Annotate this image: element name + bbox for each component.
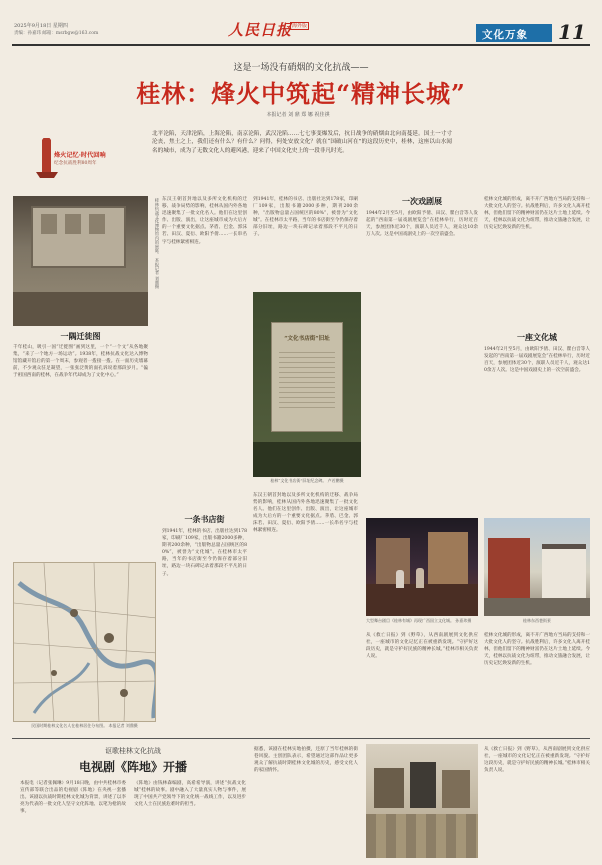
paper-logo: 人民日报 [228, 21, 293, 39]
section-head-migration: 一隅迁徙图 [60, 331, 101, 341]
kicker: 这是一场没有硝烟的文化抗战—— [233, 63, 369, 73]
map-drawing [14, 563, 156, 722]
museum-photo [13, 196, 148, 326]
article-column-5b: 1944年2月至5月，由欧阳予倩、田汉、瞿白音等人发起的“西南第一届戏剧展览会”在桂林举行，历时近百天，参展团体近30个，演职人员近千人，观众达10余万人次。这是中国戏剧史上的一次空前盛会。 [484, 347, 590, 374]
bottom-rule [12, 738, 590, 739]
bottom-kicker: 讴歌桂林文化抗战 [105, 747, 161, 755]
street-caption: 桂林东西巷街景 [523, 618, 551, 623]
bottom-text-1: 本报电（记者张佩琳）9月18日晚，由中共桂林市委宣传部等联合出品的电视剧《阵地》在央视一套播出。该剧以抗战时期桂林文化城为背景，讲述了以李亮为代表的一批文化人坚守文化阵地、以笔为枪的故事。 [20, 781, 126, 815]
tv-series-photo [366, 744, 478, 858]
article-column-2: 东汉王朝首封地以及多所文化机构的迁移、战争局势的影响，桂林从国内外各地迅速聚集了一批文化名人。他们在这里创作、出版、演出，让这座城市成为大后方的一个重要文化据点。茅盾、巴金、郭沫若、田汉、夏衍、欧阳予倩……一长串名字与桂林紧密相连。 [162, 197, 247, 245]
masthead-rule [12, 44, 590, 46]
stage-photo [366, 518, 478, 616]
section-head-bookstore: 一条书店街 [184, 514, 225, 524]
editor-contact: 责编：孙嘉玮 邮箱：msrbgw@163.com [14, 31, 99, 36]
plaque-photo [253, 292, 361, 477]
section-head-city: 一座文化城 [517, 332, 557, 342]
article-column-4: 1944年2月至5月，由欧阳予倩、田汉、瞿白音等人发起的“西南第一届戏剧展览会”在桂林举行，历时近百天，参展团体近30个，演职人员近千人，观众达10余万人次。这是中国戏剧史上的一次空前盛会。 [366, 211, 478, 238]
badge-line1: 烽火记忆·时代回响 [54, 152, 106, 159]
bottom-headline: 电视剧《阵地》开播 [78, 760, 187, 774]
article-column-1: 千年桂山，吸引一国“迁徙图”画到这里，一个“一个文”从各地聚集，“来了一个地方一场运动”。1938年，桂林抗战文化达入博物馆馆藏开馆后的第一个周末，参观者一拨接一拨。在一面历史墙幕前，不少观众驻足凝望，一张张泛黄的面孔诉说着那段岁月。“偏于祖国西南的桂林，在战争年代却成为了文化中心。” [13, 345, 148, 379]
map-caption: 民国时期桂林文化名人在桂林居住分布图。 本报记者 刘鼎摄 [31, 723, 138, 728]
article-column-2b: 到1941年，桂林的书店、出版社达到178家，印刷厂109家，出版书籍2000多种，期刊200余种，“出版物总量占国统区的80%”，被誉为“文化城”。在桂林市太平路，当年的书店街至今仍保存着部分旧址，路边一块石碑记录着那段不平凡的日子。 [162, 529, 247, 577]
street-photo [484, 518, 590, 616]
badge [34, 130, 106, 192]
section-title: 文化万象 [482, 29, 528, 41]
section-head-drama: 一次戏剧展 [402, 196, 442, 206]
bottom-text-2: 《阵地》由钱林森编剧，高希希导演，讲述“抗战文化城”桂林的故事。剧中融入了大量真实人物与事件，展现了中国共产党领导下的文化统一战线工作，以及进步文化人士在民族危难时的担当。 [134, 781, 246, 808]
byline: 本报记者 刘 鼎 郑 娜 祝佳祺 [266, 112, 330, 118]
stage-caption: 大型舞台剧目《桂林有城》再现广西国立文化城。 孙嘉玮摄 [366, 618, 472, 623]
article-column-5c: 桂林文化城的形成，离不开广西地方当局的支持和一大批文化人的坚守。抗战胜利后，许多文化人离开桂林，但他们留下的精神财富仍在这片土地上延续。今天，桂林以抗战文化为纽带，推动文旅融合发展，让历史记忆焕发新的生机。 [484, 633, 590, 667]
badge-line2: 纪念抗战胜利80周年 [54, 161, 97, 166]
residence-map [13, 562, 156, 722]
paper-logo-sub: 海外版 [292, 23, 308, 29]
plaque-caption: 桂林“文化书店街”旧址纪念碑。 卢若鹏摄 [270, 478, 344, 483]
bottom-text-4: 从《救亡日报》到《野草》，从西南剧展到文化供应社，一座城市的文化记忆正在被重新发现。“守护好这段历史，就是守护好民族的精神长城。”桂林市相关负责人说。 [484, 747, 590, 774]
bottom-text-3: 据悉，该剧在桂林实地拍摄，还原了当年桂林的街巷风貌。主创团队表示，希望通过这部作品让更多观众了解抗战时期桂林文化城的历史，感受文化人的家国情怀。 [254, 747, 358, 774]
article-column-3b: 东汉王朝首封地以及多所文化机构的迁移、战争局势的影响，桂林从国内外各地迅速聚集了一批文化名人。他们在这里创作、出版、演出，让这座城市成为大后方的一个重要文化据点。茅盾、巴金、郭沫若、田汉、夏衍、欧阳予倩……一长串名字与桂林紧密相连。 [253, 493, 358, 534]
article-column-4b: 从《救亡日报》到《野草》，从西南剧展到文化供应社，一座城市的文化记忆正在被重新发现。“守护好这段历史，就是守护好民族的精神长城。”桂林市相关负责人说。 [366, 633, 478, 660]
page-number: 11 [558, 20, 586, 44]
masthead [0, 0, 602, 44]
plaque-title: “文化书店街”旧址 [284, 336, 330, 342]
article-column-5: 桂林文化城的形成，离不开广西地方当局的支持和一大批文化人的坚守。抗战胜利后，许多文化人离开桂林，但他们留下的精神财富仍在这片土地上延续。今天，桂林以抗战文化为纽带，推动文旅融合发展，让历史记忆焕发新的生机。 [484, 197, 590, 231]
lead-paragraph: 北平沦陷，天津沦陷，上海沦陷，南京沦陷，武汉沦陷……七七事变爆发后，抗日战争的硝烟由北向南蔓延。国土一寸寸沦丧，焦土之上，我们还有什么？有什么？问得，何处安放文化？就在“国破山河在”的这段历史中，桂林，这座以山水闻名的城市，成为了无数文化人的避风港，迎来了中国文化史上的一段非凡时光。 [152, 131, 452, 154]
museum-photo-caption: 桂林抗战文化博物馆内的展陈。 本报记者 刘鼎摄 [155, 198, 160, 289]
article-column-3: 到1941年，桂林的书店、出版社达到178家，印刷厂109家，出版书籍2000多种，期刊200余种，“出版物总量占国统区的80%”，被誉为“文化城”。在桂林市太平路，当年的书店街至今仍保存着部分旧址，路边一块石碑记录着那段不平凡的日子。 [253, 197, 358, 238]
issue-date: 2025年9月18日 星期四 [14, 23, 68, 29]
headline: 桂林：烽火中筑起“精神长城” [136, 79, 466, 108]
